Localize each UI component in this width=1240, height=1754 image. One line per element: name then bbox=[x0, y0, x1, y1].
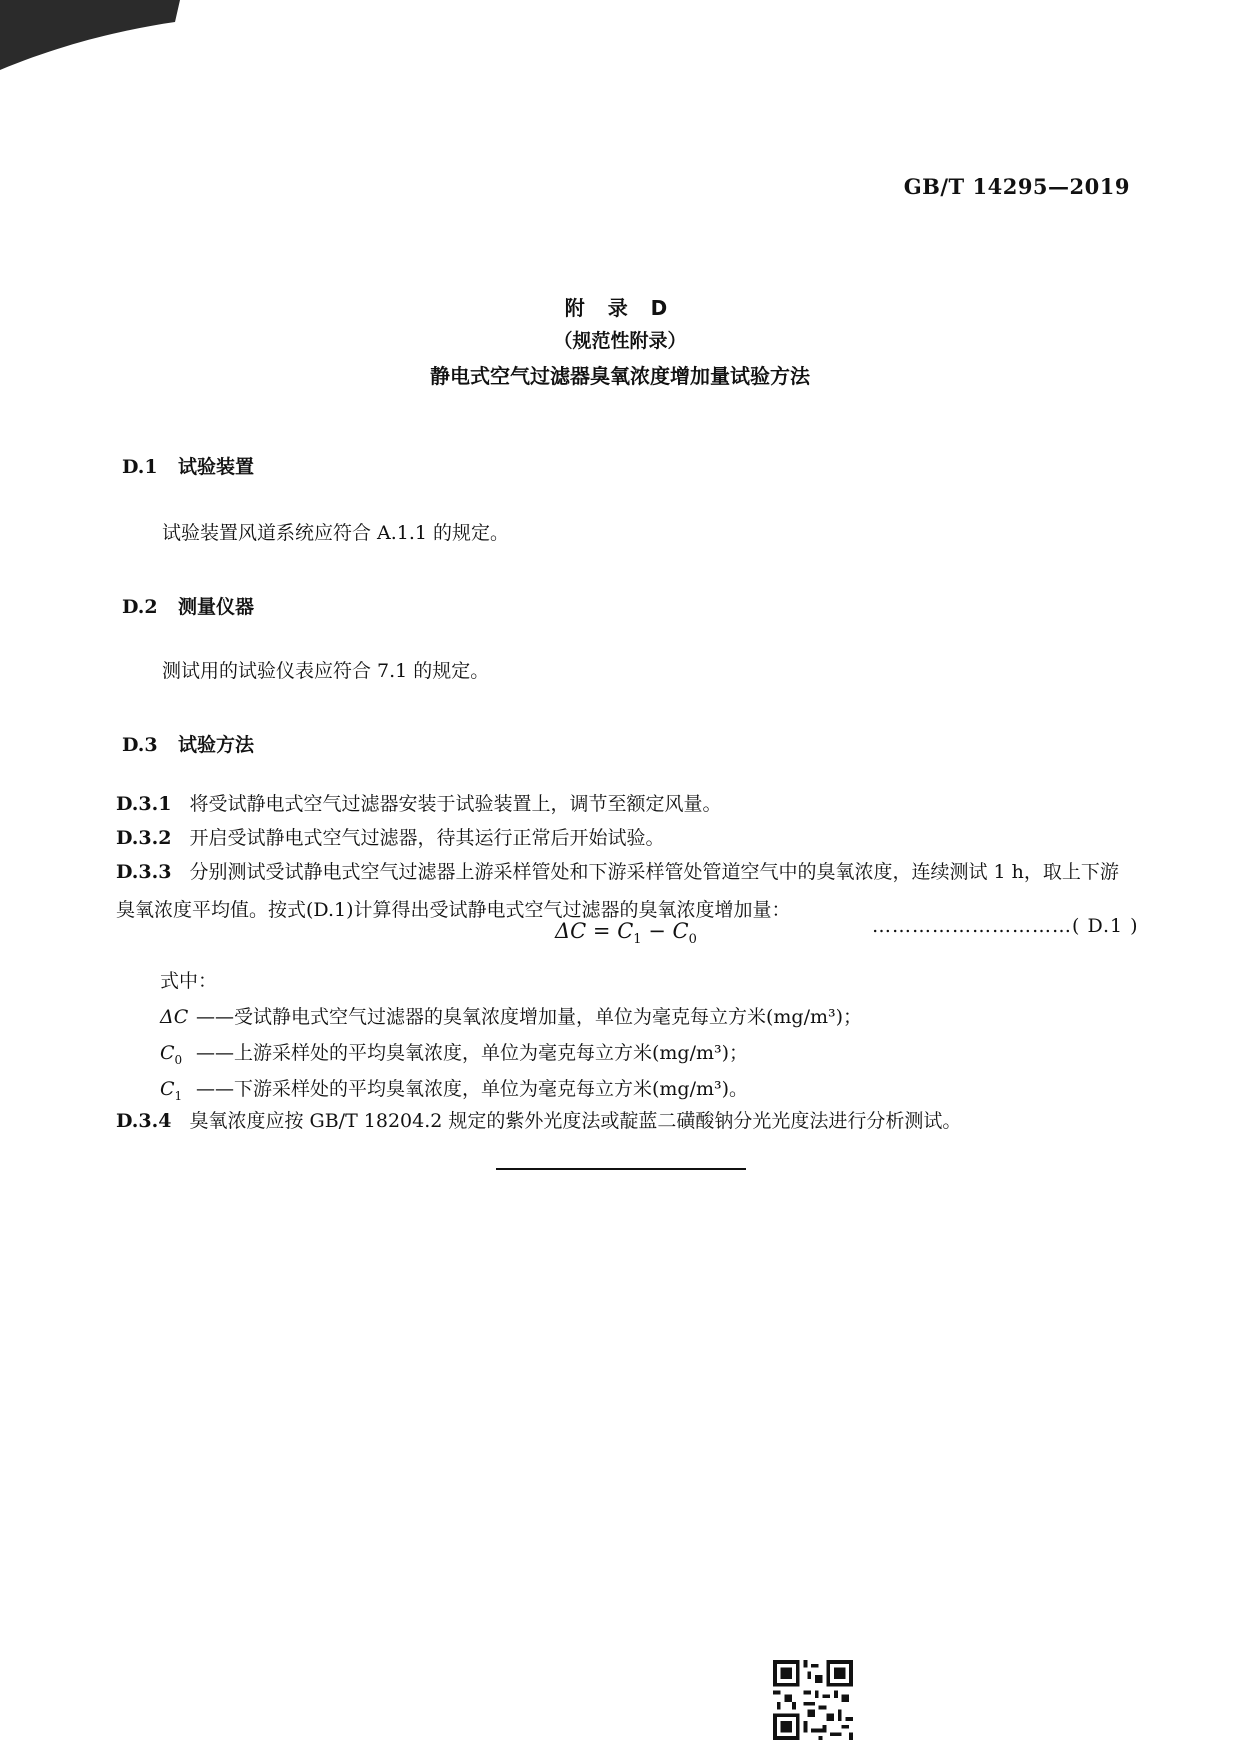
clause-number: D.3.1 bbox=[116, 793, 172, 815]
variable-description: ——上游采样处的平均臭氧浓度，单位为毫克每立方米(mg/m³)； bbox=[196, 1042, 749, 1064]
clause-text: 将受试静电式空气过滤器安装于试验装置上，调节至额定风量。 bbox=[189, 793, 722, 815]
section-body-d1: 试验装置风道系统应符合 A.1.1 的规定。 bbox=[162, 522, 510, 544]
clause-text: 开启受试静电式空气过滤器，待其运行正常后开始试验。 bbox=[189, 827, 665, 849]
end-of-appendix-rule bbox=[496, 1168, 746, 1170]
formula-c1: C bbox=[617, 919, 634, 943]
section-heading-d1 bbox=[122, 452, 254, 479]
variable-definition-c0 bbox=[160, 1038, 748, 1067]
formula-lhs: ΔC bbox=[555, 919, 587, 943]
variable-symbol: $C_1$ bbox=[160, 1078, 183, 1103]
scan-edge-shadow bbox=[0, 0, 180, 70]
appendix-type: （规范性附录） bbox=[553, 330, 687, 352]
appendix-label: 附 录 D bbox=[564, 296, 676, 320]
section-number: D.1 bbox=[122, 456, 158, 478]
clause-number: D.3.4 bbox=[116, 1110, 172, 1132]
section-body-d2: 测试用的试验仪表应符合 7.1 的规定。 bbox=[162, 660, 490, 682]
section-heading-d2 bbox=[122, 592, 254, 619]
clause-d3-1 bbox=[116, 785, 1126, 823]
clause-number: D.3.2 bbox=[116, 827, 172, 849]
section-number: D.3 bbox=[122, 734, 158, 756]
variable-definition-delta-c bbox=[160, 1002, 862, 1031]
clause-text: 臭氧浓度应按 GB/T 18204.2 规定的紫外光度法或靛蓝二磺酸钠分光光度法进行分析测试。 bbox=[189, 1110, 962, 1132]
section-title: 测量仪器 bbox=[178, 596, 255, 618]
section-title: 试验装置 bbox=[178, 456, 255, 478]
clause-text: 分别测试受试静电式空气过滤器上游采样管处和下游采样管处管道空气中的臭氧浓度，连续测试 1 h，取上下游臭氧浓度平均值。按式(D.1)计算得出受试静电式空气过滤器的臭氧浓度增加量： bbox=[116, 861, 1119, 921]
formula-d1 bbox=[555, 919, 697, 947]
clause-number: D.3.3 bbox=[116, 861, 172, 883]
variable-symbol: ΔC bbox=[160, 1006, 189, 1028]
formula-c0-subscript: 0 bbox=[688, 932, 697, 948]
variable-symbol: $C_0$ bbox=[160, 1042, 183, 1067]
clause-d3-2 bbox=[116, 819, 1126, 857]
formula-c1-subscript: 1 bbox=[633, 932, 642, 948]
where-label: 式中： bbox=[160, 970, 218, 992]
appendix-title: 静电式空气过滤器臭氧浓度增加量试验方法 bbox=[430, 364, 810, 388]
formula-equals: = bbox=[586, 919, 618, 943]
qr-code[interactable] bbox=[773, 1660, 853, 1740]
variable-description: ——下游采样处的平均臭氧浓度，单位为毫克每立方米(mg/m³)。 bbox=[196, 1078, 749, 1100]
section-number: D.2 bbox=[122, 596, 158, 618]
formula-reference: …………………………( D.1 ) bbox=[872, 915, 1139, 937]
formula-c0: C bbox=[672, 919, 689, 943]
variable-description: ——受试静电式空气过滤器的臭氧浓度增加量，单位为毫克每立方米(mg/m³)； bbox=[196, 1006, 863, 1028]
section-title: 试验方法 bbox=[178, 734, 255, 756]
standard-number: GB/T 14295—2019 bbox=[903, 174, 1130, 199]
formula-minus: − bbox=[641, 919, 673, 943]
clause-d3-4 bbox=[116, 1102, 1126, 1140]
section-heading-d3 bbox=[122, 730, 254, 757]
variable-definition-c1 bbox=[160, 1074, 748, 1103]
